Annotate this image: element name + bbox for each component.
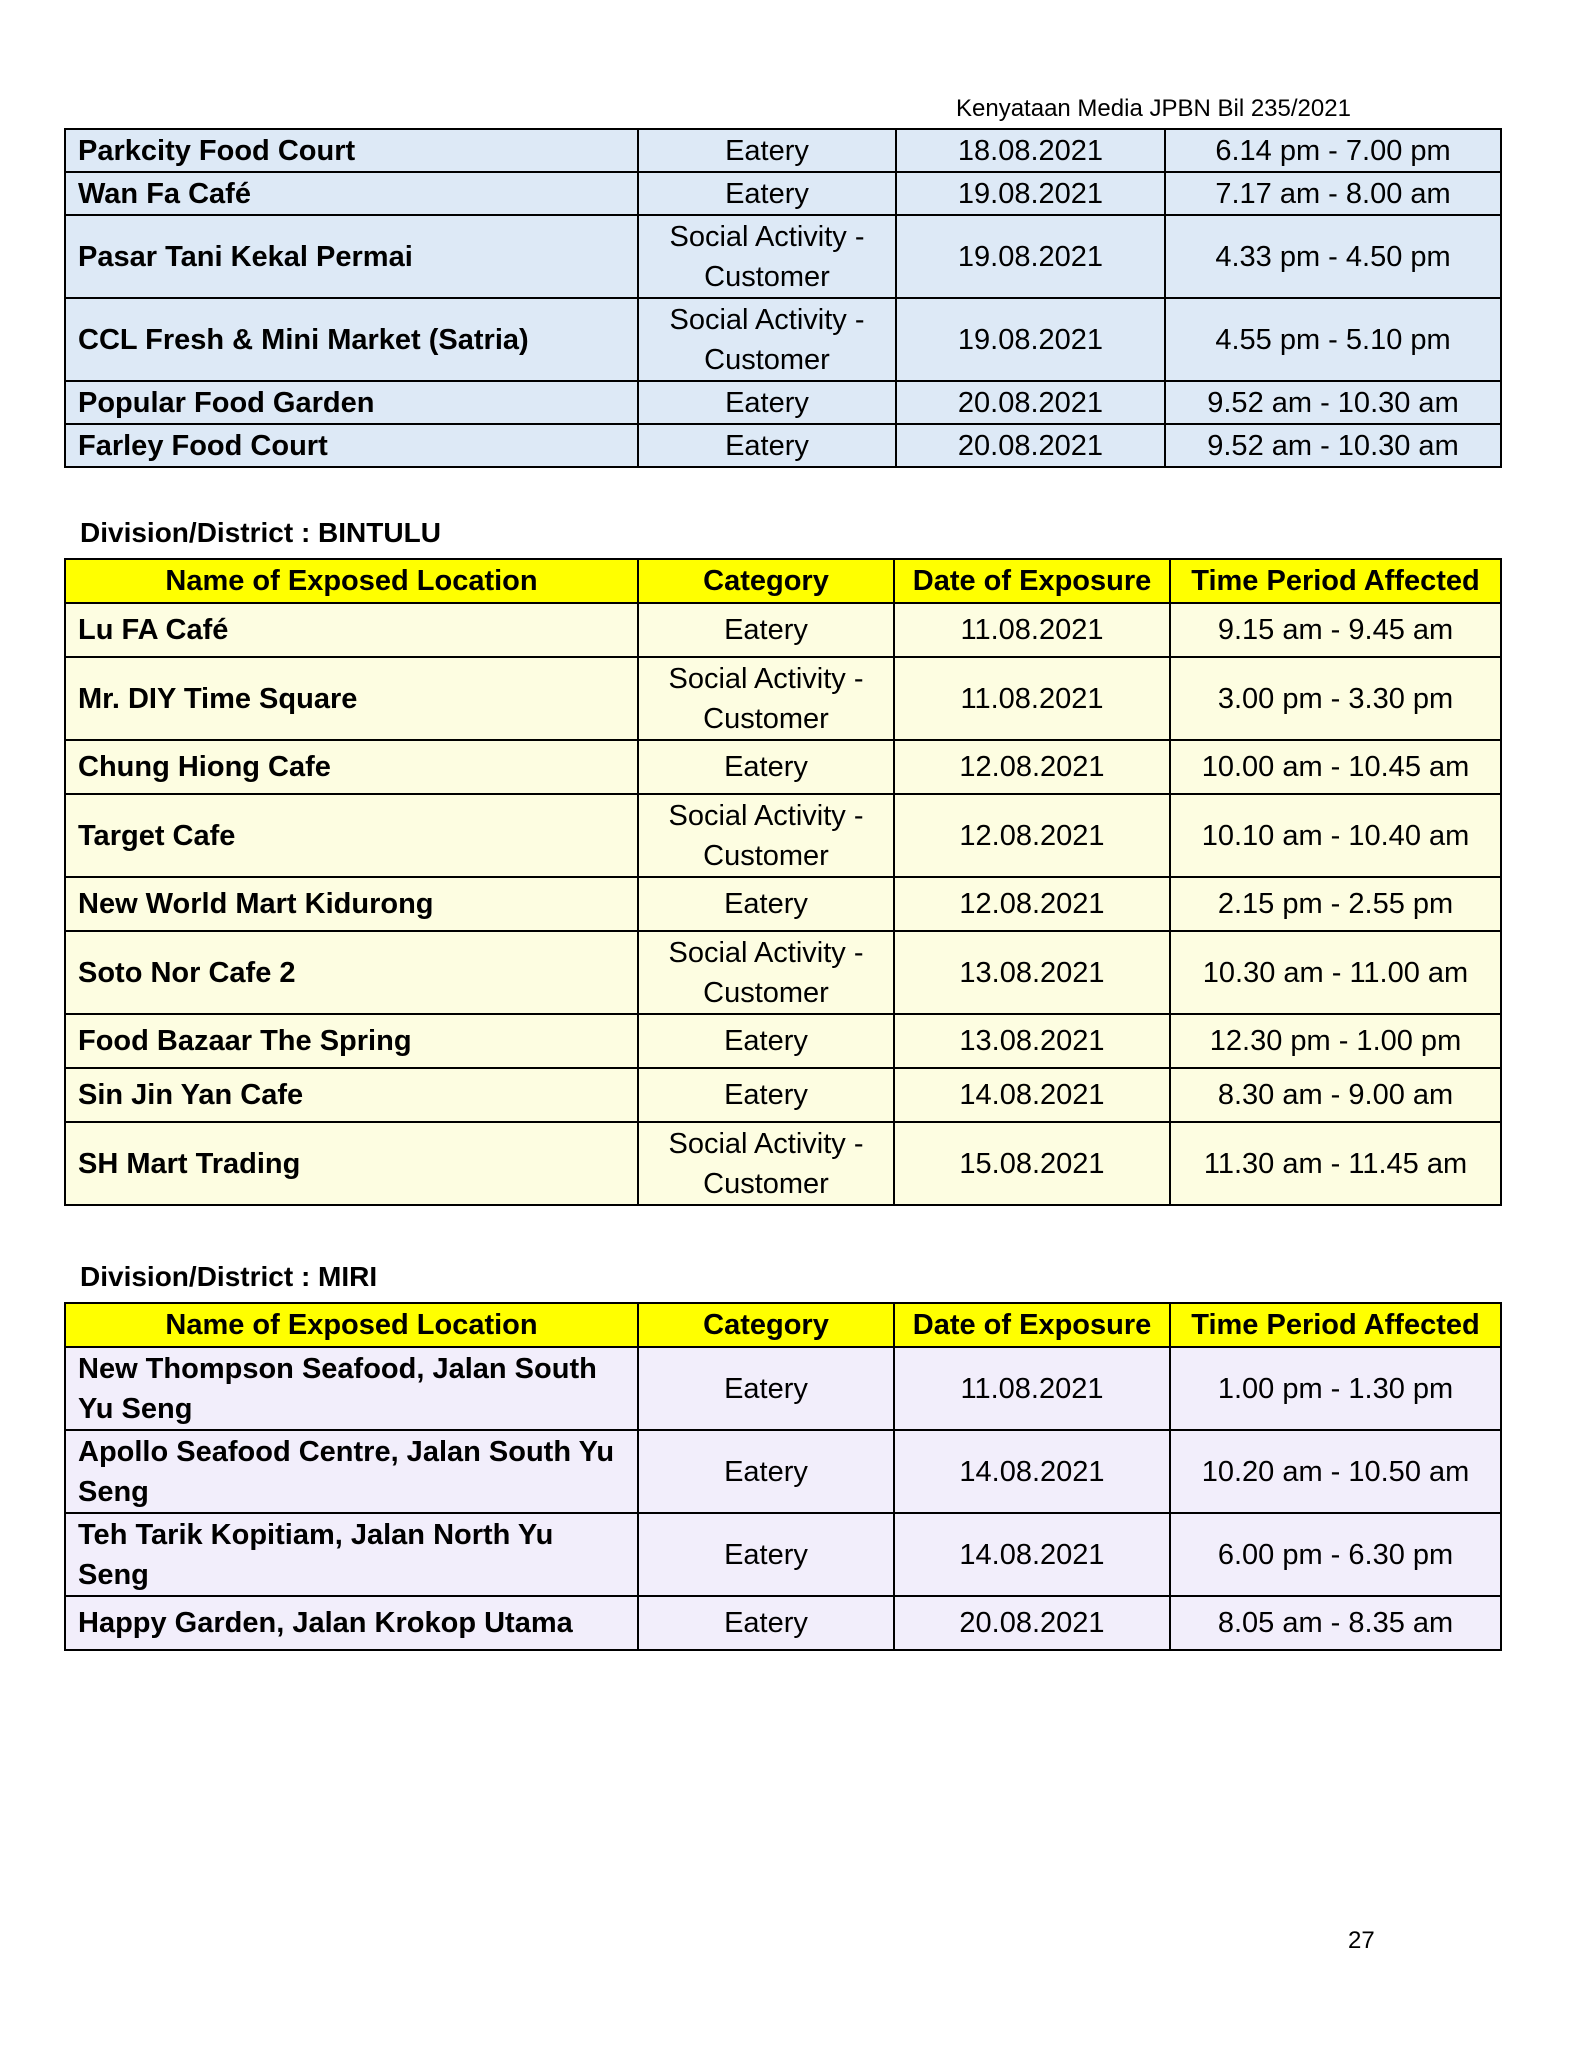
cell-date: 12.08.2021 [894, 877, 1170, 931]
table-row [65, 740, 1501, 794]
cell-time: 12.30 pm - 1.00 pm [1170, 1014, 1501, 1068]
cell-name: Parkcity Food Court [65, 129, 638, 172]
cell-date: 19.08.2021 [896, 298, 1165, 381]
document-reference: Kenyataan Media JPBN Bil 235/2021 [956, 95, 1351, 122]
column-header-category: Category [638, 1303, 894, 1347]
column-header-category: Category [638, 559, 894, 603]
table-row [65, 129, 1501, 172]
column-header-date: Date of Exposure [894, 559, 1170, 603]
cell-name: Mr. DIY Time Square [65, 657, 638, 740]
cell-name: CCL Fresh & Mini Market (Satria) [65, 298, 638, 381]
cell-date: 18.08.2021 [896, 129, 1165, 172]
cell-date: 20.08.2021 [894, 1596, 1170, 1650]
cell-date: 19.08.2021 [896, 215, 1165, 298]
cell-name: Lu FA Café [65, 603, 638, 657]
table-row [65, 381, 1501, 424]
table-row [65, 298, 1501, 381]
cell-category: Eatery [638, 424, 896, 467]
cell-category: Eatery [638, 129, 896, 172]
miri-exposure-table [64, 1302, 1502, 1651]
cell-time: 10.10 am - 10.40 am [1170, 794, 1501, 877]
cell-time: 9.15 am - 9.45 am [1170, 603, 1501, 657]
cell-date: 20.08.2021 [896, 424, 1165, 467]
cell-category: Eatery [638, 603, 894, 657]
table-row [65, 877, 1501, 931]
cell-date: 11.08.2021 [894, 1347, 1170, 1430]
cell-category: Social Activity - Customer [638, 931, 894, 1014]
cell-date: 13.08.2021 [894, 931, 1170, 1014]
cell-name: Soto Nor Cafe 2 [65, 931, 638, 1014]
table-row [65, 931, 1501, 1014]
column-header-time: Time Period Affected [1170, 1303, 1501, 1347]
cell-category: Eatery [638, 172, 896, 215]
cell-name: Apollo Seafood Centre, Jalan South Yu Seng [65, 1430, 638, 1513]
cell-category: Eatery [638, 1347, 894, 1430]
table-row [65, 172, 1501, 215]
cell-date: 19.08.2021 [896, 172, 1165, 215]
cell-time: 11.30 am - 11.45 am [1170, 1122, 1501, 1205]
cell-name: Sin Jin Yan Cafe [65, 1068, 638, 1122]
division-title-miri: Division/District : MIRI [80, 1261, 378, 1292]
table-row [65, 1430, 1501, 1513]
cell-time: 3.00 pm - 3.30 pm [1170, 657, 1501, 740]
cell-category: Eatery [638, 1430, 894, 1513]
continued-exposure-table [64, 128, 1502, 468]
table-row [65, 215, 1501, 298]
continued-table-body [65, 129, 1501, 467]
cell-category: Social Activity - Customer [638, 298, 896, 381]
cell-time: 6.14 pm - 7.00 pm [1165, 129, 1501, 172]
table-row [65, 1347, 1501, 1430]
cell-category: Social Activity - Customer [638, 215, 896, 298]
table-header-row [65, 559, 1501, 603]
cell-time: 4.33 pm - 4.50 pm [1165, 215, 1501, 298]
cell-name: Chung Hiong Cafe [65, 740, 638, 794]
table-row [65, 1513, 1501, 1596]
cell-name: Food Bazaar The Spring [65, 1014, 638, 1068]
cell-time: 4.55 pm - 5.10 pm [1165, 298, 1501, 381]
cell-name: Popular Food Garden [65, 381, 638, 424]
cell-time: 2.15 pm - 2.55 pm [1170, 877, 1501, 931]
cell-time: 1.00 pm - 1.30 pm [1170, 1347, 1501, 1430]
cell-date: 13.08.2021 [894, 1014, 1170, 1068]
cell-category: Eatery [638, 1513, 894, 1596]
cell-name: Happy Garden, Jalan Krokop Utama [65, 1596, 638, 1650]
page-number: 27 [1348, 1927, 1375, 1954]
cell-time: 10.00 am - 10.45 am [1170, 740, 1501, 794]
cell-name: Teh Tarik Kopitiam, Jalan North Yu Seng [65, 1513, 638, 1596]
cell-name: Pasar Tani Kekal Permai [65, 215, 638, 298]
cell-category: Social Activity - Customer [638, 1122, 894, 1205]
table-row [65, 1014, 1501, 1068]
cell-category: Social Activity - Customer [638, 657, 894, 740]
cell-date: 14.08.2021 [894, 1430, 1170, 1513]
cell-name: New Thompson Seafood, Jalan South Yu Seng [65, 1347, 638, 1430]
bintulu-table-body [65, 603, 1501, 1205]
table-row [65, 424, 1501, 467]
table-row [65, 1068, 1501, 1122]
table-header-row [65, 1303, 1501, 1347]
cell-category: Eatery [638, 877, 894, 931]
cell-time: 8.30 am - 9.00 am [1170, 1068, 1501, 1122]
cell-time: 10.30 am - 11.00 am [1170, 931, 1501, 1014]
cell-date: 15.08.2021 [894, 1122, 1170, 1205]
cell-date: 11.08.2021 [894, 603, 1170, 657]
table-row [65, 1596, 1501, 1650]
cell-time: 9.52 am - 10.30 am [1165, 381, 1501, 424]
cell-date: 20.08.2021 [896, 381, 1165, 424]
cell-time: 8.05 am - 8.35 am [1170, 1596, 1501, 1650]
cell-date: 12.08.2021 [894, 794, 1170, 877]
column-header-time: Time Period Affected [1170, 559, 1501, 603]
division-title-bintulu: Division/District : BINTULU [80, 517, 441, 548]
miri-table-body [65, 1347, 1501, 1650]
cell-name: SH Mart Trading [65, 1122, 638, 1205]
cell-name: Wan Fa Café [65, 172, 638, 215]
cell-time: 10.20 am - 10.50 am [1170, 1430, 1501, 1513]
table-row [65, 603, 1501, 657]
cell-name: New World Mart Kidurong [65, 877, 638, 931]
cell-name: Target Cafe [65, 794, 638, 877]
cell-category: Eatery [638, 740, 894, 794]
cell-category: Eatery [638, 381, 896, 424]
table-row [65, 1122, 1501, 1205]
cell-time: 7.17 am - 8.00 am [1165, 172, 1501, 215]
cell-date: 11.08.2021 [894, 657, 1170, 740]
miri-table-header [65, 1303, 1501, 1347]
cell-time: 9.52 am - 10.30 am [1165, 424, 1501, 467]
cell-category: Eatery [638, 1596, 894, 1650]
column-header-date: Date of Exposure [894, 1303, 1170, 1347]
cell-date: 14.08.2021 [894, 1513, 1170, 1596]
cell-category: Eatery [638, 1068, 894, 1122]
cell-time: 6.00 pm - 6.30 pm [1170, 1513, 1501, 1596]
table-row [65, 794, 1501, 877]
bintulu-exposure-table [64, 558, 1502, 1206]
column-header-name: Name of Exposed Location [65, 1303, 638, 1347]
cell-date: 14.08.2021 [894, 1068, 1170, 1122]
cell-date: 12.08.2021 [894, 740, 1170, 794]
column-header-name: Name of Exposed Location [65, 559, 638, 603]
cell-name: Farley Food Court [65, 424, 638, 467]
bintulu-table-header [65, 559, 1501, 603]
table-row [65, 657, 1501, 740]
cell-category: Social Activity - Customer [638, 794, 894, 877]
cell-category: Eatery [638, 1014, 894, 1068]
